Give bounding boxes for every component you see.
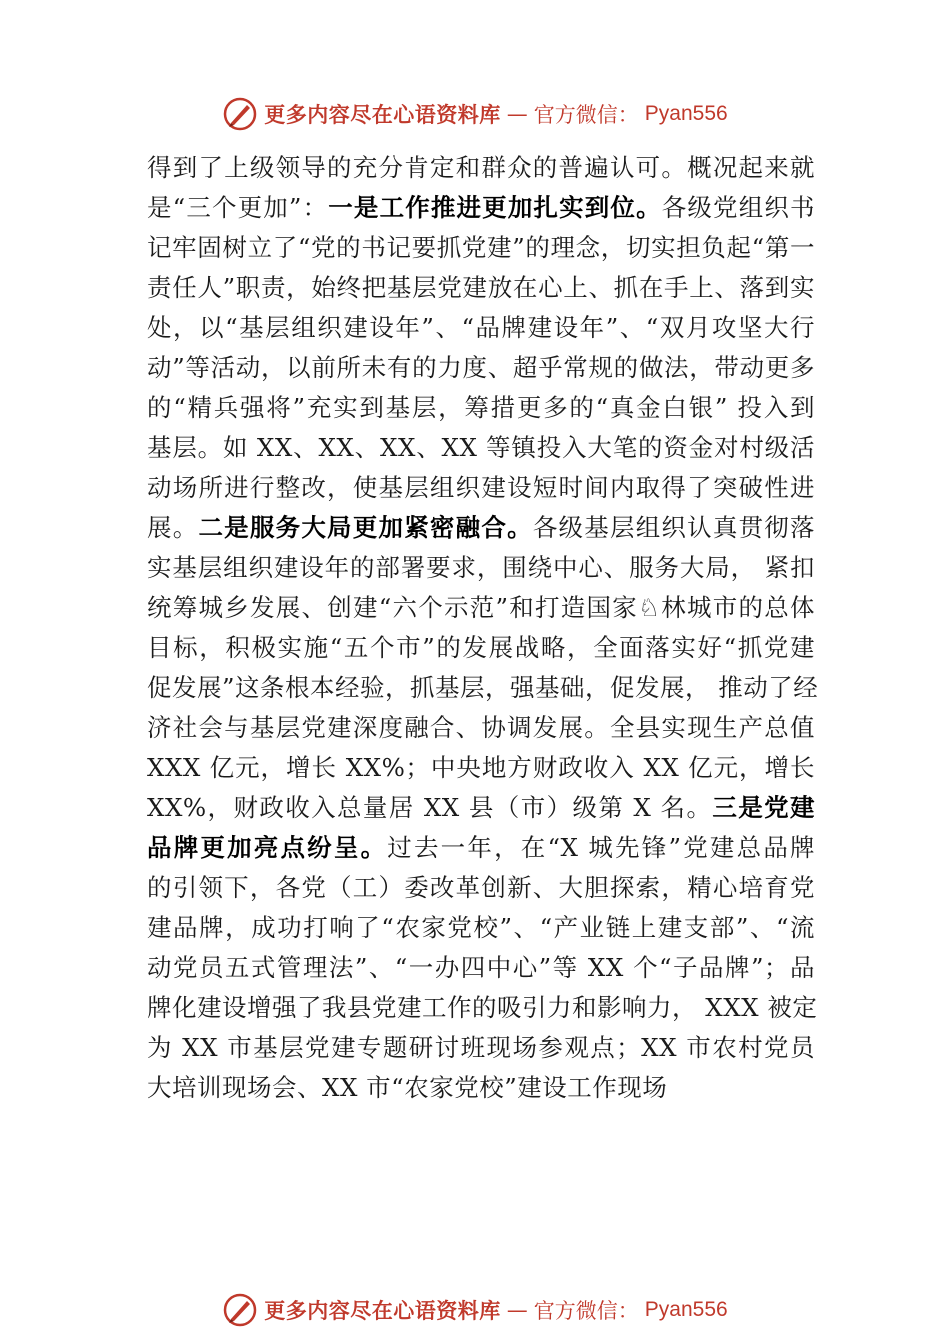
- text-line: [147, 748, 815, 788]
- text-line: [147, 508, 815, 548]
- text-run: 统筹城乡发展、创建“六个示范”和打造国家♘林城市的总体: [147, 593, 815, 622]
- banner-separator: —: [506, 1298, 528, 1322]
- text-run: 动”等活动，以前所未有的力度、超乎常规的做法，带动更多: [147, 353, 815, 382]
- footer-banner: [0, 1290, 950, 1330]
- text-line: [147, 548, 815, 588]
- banner-wechat-label: 官方微信：: [533, 1299, 639, 1323]
- text-run: 是“三个更加”：: [147, 193, 329, 222]
- text-run: 各级基层组织认真贯彻落: [532, 513, 816, 542]
- text-run: 处，以“基层组织建设年”、“品牌建设年”、“双月攻坚大行: [147, 313, 815, 342]
- text-run: 基层。如 XX、XX、XX、XX 等镇投入大笔的资金对村级活: [147, 433, 815, 462]
- text-line: [147, 348, 815, 388]
- banner-wechat-id: Pyan556: [644, 102, 728, 125]
- text-line: [147, 948, 815, 988]
- text-line: [147, 428, 815, 468]
- text-run: 过去一年，在“X 城先锋”党建总品牌: [387, 833, 816, 862]
- bold-heading-run: 一是工作推进更加扎实到位。: [328, 193, 662, 222]
- text-line: [147, 308, 815, 348]
- text-run: XXX 亿元，增长 XX%；中央地方财政收入 XX 亿元，增长: [147, 753, 815, 782]
- text-line: [147, 188, 815, 228]
- text-run: 的引领下，各党（工）委改革创新、大胆探索，精心培育党: [147, 873, 815, 902]
- text-run: 动党员五式管理法”、“一办四中心”等 XX 个“子品牌”；品: [147, 953, 815, 982]
- text-run: 动场所进行整改，使基层组织建设短时间内取得了突破性进: [147, 473, 815, 502]
- text-run: 记牢固树立了“党的书记要抓党建”的理念，切实担负起“第一: [147, 233, 815, 262]
- text-run: 建品牌，成功打响了“农家党校”、“产业链上建支部”、“流: [147, 913, 815, 942]
- text-run: 得到了上级领导的充分肯定和群众的普遍认可。概况起来就: [147, 153, 815, 182]
- document-body: [147, 148, 819, 1108]
- text-run: 济社会与基层党建深度融合、协调发展。全县实现生产总值: [147, 713, 815, 742]
- header-banner: [0, 94, 950, 134]
- text-run: 为 XX 市基层党建专题研讨班现场参观点；XX 市农村党员: [147, 1033, 815, 1062]
- text-line: [147, 988, 818, 1028]
- text-run: 展。: [147, 513, 199, 542]
- bold-heading-run: 二是服务大局更加紧密融合。: [198, 513, 533, 542]
- text-line: [147, 148, 815, 188]
- text-run: 大培训现场会、XX 市“农家党校”建设工作现场: [147, 1073, 668, 1102]
- banner-text: 更多内容尽在心语资料库: [264, 1299, 501, 1323]
- text-line: [147, 268, 815, 308]
- text-line: [147, 828, 815, 868]
- text-run: 的“精兵强将”充实到基层，筹措更多的“真金白银” 投入到: [147, 393, 815, 422]
- text-run: 实基层组织建设年的部署要求，围绕中心、服务大局， 紧扣: [147, 553, 815, 582]
- text-line: [147, 588, 815, 628]
- banner-separator: —: [506, 102, 528, 126]
- banner-wechat-label: 官方微信：: [533, 103, 639, 127]
- banner-wechat-id: Pyan556: [644, 1298, 728, 1321]
- text-line: [147, 388, 815, 428]
- text-run: XX%，财政收入总量居 XX 县（市）级第 X 名。: [147, 793, 713, 822]
- text-line: [147, 788, 815, 828]
- text-line: [147, 1028, 815, 1068]
- text-line: [147, 668, 819, 708]
- text-line: [147, 708, 815, 748]
- pen-logo-icon: [222, 96, 258, 132]
- text-line: [147, 228, 815, 268]
- text-line: [147, 628, 815, 668]
- text-line: [147, 868, 815, 908]
- text-run: 各级党组织书: [661, 193, 815, 222]
- text-run: 责任人”职责，始终把基层党建放在心上、抓在手上、落到实: [147, 273, 815, 302]
- text-line: [147, 1068, 815, 1108]
- text-line: [147, 908, 815, 948]
- text-line: [147, 468, 815, 508]
- banner-text: 更多内容尽在心语资料库: [264, 103, 501, 127]
- text-run: 目标，积极实施“五个市”的发展战略，全面落实好“抓党建: [147, 633, 815, 662]
- text-run: 牌化建设增强了我县党建工作的吸引力和影响力， XXX 被定: [147, 993, 818, 1022]
- bold-heading-run: 品牌更加亮点纷呈。: [147, 833, 388, 862]
- pen-logo-icon: [222, 1292, 258, 1328]
- bold-heading-run: 三是党建: [712, 793, 816, 822]
- text-run: 促发展”这条根本经验，抓基层，强基础，促发展， 推动了经: [147, 673, 819, 702]
